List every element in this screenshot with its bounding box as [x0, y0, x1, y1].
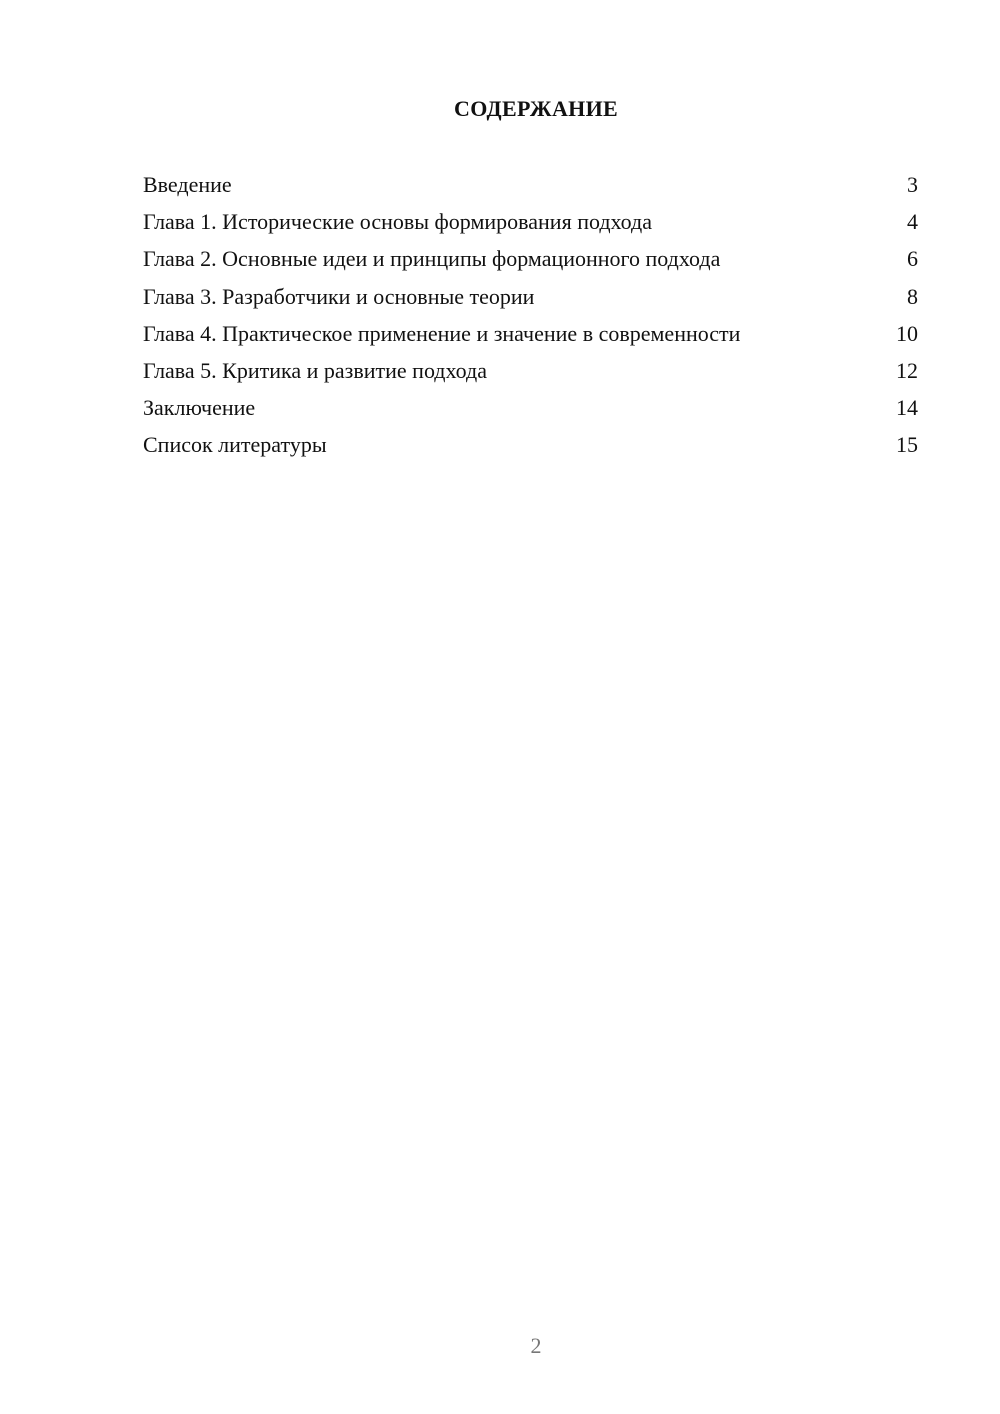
- toc-entry-page: 4: [907, 209, 918, 235]
- toc-entry-chapter-5: [143, 355, 918, 392]
- toc-entry-label: Глава 5. Критика и развитие подхода: [143, 357, 487, 383]
- toc-entry-label: Список литературы: [143, 432, 327, 458]
- page-number: 2: [530, 1333, 542, 1358]
- toc-entry-page: 3: [907, 172, 918, 197]
- toc-entry-label: Глава 4. Практическое применение и значение в современности: [143, 320, 741, 346]
- toc-entry-page: 10: [896, 320, 918, 346]
- toc-entry-chapter-1: [143, 206, 918, 243]
- toc-title: СОДЕРЖАНИЕ: [454, 96, 618, 121]
- toc-entry-conclusion: [143, 392, 918, 429]
- toc-entry-page: 15: [896, 432, 918, 458]
- toc-entry-label: Глава 2. Основные идеи и принципы формационного подхода: [143, 246, 721, 272]
- toc-entry-label: Заключение: [143, 395, 256, 421]
- table-of-contents: [143, 169, 918, 467]
- toc-entry-label: Глава 3. Разработчики и основные теории: [143, 283, 535, 309]
- toc-entry-chapter-3: [143, 281, 918, 318]
- toc-entry-page: 14: [896, 395, 918, 421]
- toc-entry-chapter-4: [143, 318, 918, 355]
- toc-entry-page: 12: [896, 357, 918, 383]
- toc-entry-label: Глава 1. Исторические основы формирования подхода: [143, 209, 653, 235]
- toc-entry-page: 8: [907, 283, 918, 309]
- toc-entry-introduction: [143, 169, 918, 206]
- toc-entry-label: Введение: [143, 172, 232, 197]
- toc-entry-chapter-2: [143, 243, 918, 280]
- toc-entry-page: 6: [907, 246, 918, 272]
- toc-entry-references: [143, 429, 918, 466]
